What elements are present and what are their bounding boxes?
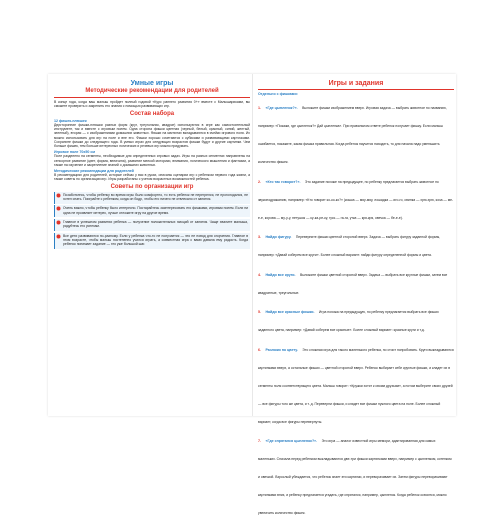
task-item [258,429,454,519]
tip-item [54,192,250,204]
document-spread [48,74,456,516]
task-title: «Где цыпленок?». [265,106,298,111]
method-heading: Методические рекомендации для родителей [54,168,134,173]
task-number: 6. [258,347,261,352]
task-title: Найди фигуру. [265,235,292,240]
right-page [258,80,454,521]
task-text: Игра похожа на предыдущую, но ребенку предлагается выбрать все фишки заданного цвета, например: «Давай соберем все красные». Более сложный вариант: красные круги и т.д. [258,310,439,333]
page-subtitle: Методические рекомендации для родителей [85,88,219,94]
chips-paragraph: Двусторонние фишки-плюшки разных форм (круг, треугольник, квадрат) используются в игре как самостоятельный инструмент, так и вместе с игровым полем. Одна сторона фишки цветная (черный, белый, красный, синий, желтый, зеленый), вторая — с изображениями домашних животных. Фишки на магнитах вкладываются в ячейки игрового поля. Их можно использовать для игр на поле и вне его. Фишки хорошо сочетаются с кубиками и развивающими карточками. Сохраните фишки до следующего года. В умных играх для следующих возрастов фишки будут и другие картинки. Чем больше фишек, тем больше интересных логических и речевых игр можно придумать. [54,122,250,149]
page-fold-divider [252,74,253,416]
pin-icon [56,234,61,239]
set-heading: Состав набора [129,110,175,117]
task-item [258,338,454,428]
pin-icon [56,220,61,225]
chips-heading: 12 фишек-плюшек [54,118,87,123]
chips-games-label: Отдельно с фишками: [258,92,298,96]
tip-text: Позаботьтесь, чтобы ребенку во время игры было комфортно, то есть ребенок не перегрелся, не проголодался, не хотел спать. Поиграйте с ребенком, когда он бодр, чтобы его ничего не отвлекало от занятия. [63,192,248,202]
games-title: Игры и задания [328,80,384,87]
field-paragraph: Поле разделено на сегменты, необходимые для определенных игровых задач. Игры на разных сегментах направлены на сенсорное развитие (цвет, форма, величина), развитие мелкой моторики, внимания, логического мышления и фантазии, а также на изучение и закрепление знаний о домашних животных. [54,154,250,168]
task-item [258,263,454,299]
left-page [54,80,250,250]
task-item [258,170,454,224]
title-rule [54,97,250,98]
games-title-rule [258,89,454,90]
page-title: Умные игры [130,80,174,87]
tip-item [54,233,250,249]
task-text: Выложите фишки изображением вверх. Игровая задача — выбрать животное по названию, например: «Покажи, где цыпленок?» Дай цыпленка». При правильном ответе ребенок получает фишку. Если малыш ошибается, покажите, какая фишка правильная. Когда ребенок научится находить, то для начала надо уменьшить количество фишек. [258,106,447,165]
tip-item [54,219,250,231]
pin-icon [56,206,61,211]
task-text: Это сложная игра для такого маленького ребенка, но стоит попробовать. Круги выкладываются картинками вверх, а остальные фишки — цветной стороной вверх. Ребенок выбирает себе круглые фишки, и кладет их в сегменты поля соответствующего цвета. Малыш говорит: «Кружки хотят к своим друзьям», а потом выберите своих друзей — все фигуры того же цвета, и т. д. Переверни фишки, и кладет все фишки нужного цвета на поле. Более сложный вариант, когда все фигуры перевернуты. [258,347,454,424]
task-title: Найди все красные фишки. [265,310,315,315]
tips-heading: Советы по организации игр [110,183,194,190]
task-title: «Где спрятался цыпленок?». [265,439,318,444]
intro-paragraph: В конце года, когда ваш малыш пройдет полный годовой «Курс раннего развития 0+» вместе с Малышариками, вы сможете проверить и закрепить его знания с помощью развивающих игр. [54,100,250,109]
task-number: 4. [258,272,261,277]
task-number: 1. [258,106,261,111]
task-number: 3. [258,235,261,240]
task-text: Выложите фишки цветной стороной вверх. Задача — выбрать все круглые фишки, затем все квадратные, треугольные. [258,272,448,295]
task-text: Переверните фишки цветной стороной вверх. Задача — выбрать фигуру заданной формы, например: «Давай соберем все круги». Более сложный вариант: найди фигуру определенной формы и цвета. [258,235,441,258]
tip-text: Главное в успешном развитии ребенка — получение положительных эмоций от занятия. Чаще хвалите малыша, радуйтесь его успехам. [63,219,248,229]
task-title: Найди все круги. [265,272,296,277]
task-text: Это задание похоже на предыдущее, но ребенку предлагается выбрать животное по звукоподражанию, например: «Кто говорит ко-ко-ко?» (кошка — мяу-мяу, лошадка — иго-го, свинка — хрю-хрю, коза — ме-е-е, корова — му-у-у, петушок — ку-ка-ре-ку, гусь — га-га, утка — кря-кря, овечка — бе-е-е). [258,179,454,220]
field-heading: Игровое поле 70х50 см [54,150,95,155]
task-number: 7. [258,439,261,444]
tip-text: Очень важно, чтобы ребенку было интересно. Постарайтесь заинтересовать его фишками, игровым полем. Если ни одна не проявляет интерес, лучше отложите игру на другое время. [63,206,248,215]
task-item [258,96,454,168]
pin-icon [56,193,61,198]
task-number: 5. [258,310,261,315]
method-paragraph: В рекомендациях для родителей, которые сейчас у вас в руках, описаны сценарии игр с ребенком первого года жизни, а также советы по организации игр. Игры разработаны с учетом возрастных возможностей ребенка. [54,173,250,182]
task-title: Разложи по цвету. [265,347,298,352]
tip-text: Все дети развиваются по-разному. Если у ребенка что-то не получается — это не повод для огорчения. Главное в этом возрасте, чтобы малыш постепенно учился играть, а совместная игра с вами давала ему радость. Когда ребенок понимает задание — это уже большой шаг. [63,233,248,247]
task-number: 2. [258,179,261,184]
tip-item [54,205,250,217]
task-title: «Кто так говорит?». [265,179,301,184]
task-item [258,225,454,261]
task-text: Это игра — аналог известной игры мемори, адаптированная для самых маленьких. Сначала перед ребенком выкладываются две-три фишки картинками вверх, например с цыпленком, котенком и овечкой. Взрослый убеждается, что ребенок знает эти картинки, и переворачивает их. Затем фигуры переворачивают картинками вниз, и ребенку предлагается угадать, где спрятался, например, цыпленок. Когда ребенок освоится, можно увеличить количество фишек. [258,439,452,516]
task-item [258,300,454,336]
